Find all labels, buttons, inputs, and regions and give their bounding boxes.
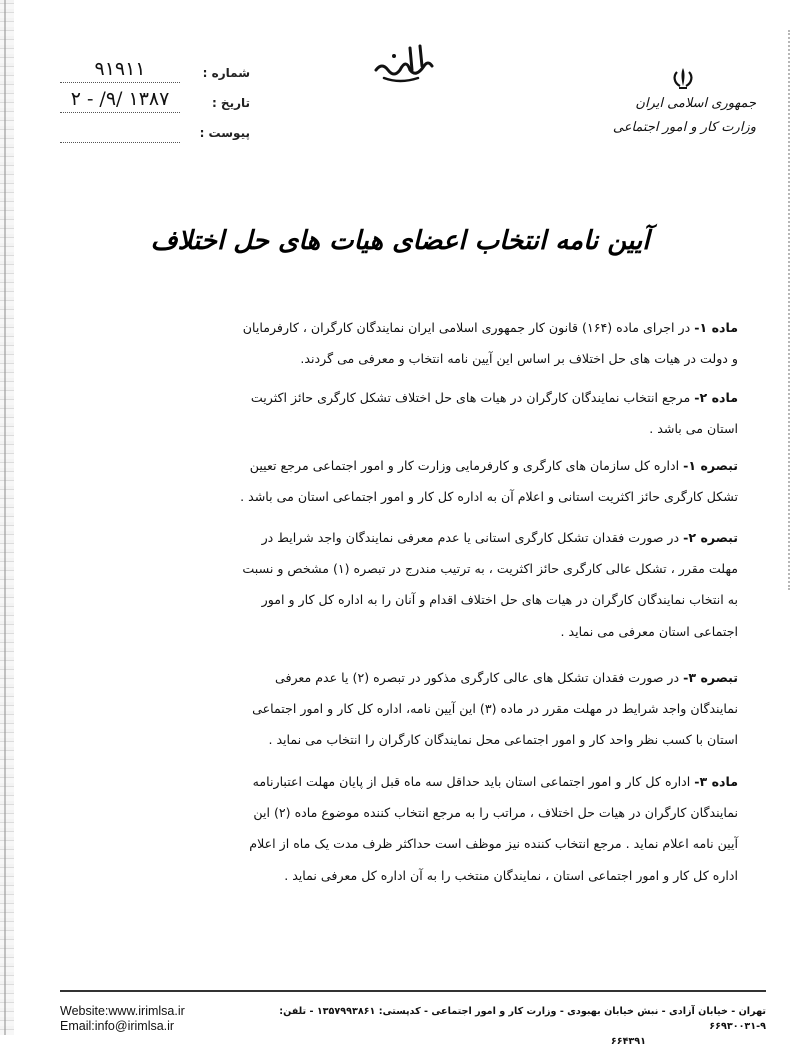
paragraph-line: مرجع انتخاب نمایندگان کارگران در هیات های حل اختلاف تشکل کارگری حائز اکثریت bbox=[250, 390, 691, 405]
paragraph-line: مهلت مقرر ، تشکل عالی کارگری حائز اکثریت ، به ترتیب مندرج در تبصره (۱) مشخص و نسبت bbox=[242, 561, 738, 577]
paragraph-heading: تبصره ۳- bbox=[683, 670, 738, 685]
address-line: ۶۶۴۳۹۱ bbox=[610, 1036, 646, 1047]
attachment-value bbox=[60, 118, 180, 143]
address-line: تهران - خیابان آزادی - نبش خیابان بهبودی - وزارت کار و امور اجتماعی - کدپستی: ۱۳۵۷۹۹۳۸۶۱ - تلفن: ۹-۶۶۹۳۰۰۳۱ bbox=[279, 1006, 766, 1032]
paragraph-line: اداره کل کار و امور اجتماعی استان باید حداقل سه ماه قبل از پایان مهلت اعتبارنامه bbox=[252, 774, 691, 789]
footer-divider bbox=[60, 990, 766, 992]
iran-emblem-icon bbox=[670, 66, 696, 90]
date-value: ۱۳۸۷ /۹/ - ۲ bbox=[60, 88, 180, 113]
paragraph bbox=[66, 450, 738, 512]
date-label: تاریخ : bbox=[211, 96, 250, 110]
website-link[interactable]: Website:www.irimlsa.ir bbox=[60, 1004, 185, 1018]
paragraph-line: نمایندگان کارگران در هیات حل اختلاف ، مراتب را به مرجع انتخاب کننده موضوع ماده (۲) این bbox=[253, 805, 738, 821]
ministry-header bbox=[596, 66, 756, 146]
paragraph-line: در صورت فقدان تشکل های عالی کارگری مذکور در تبصره (۲) یا عدم معرفی bbox=[274, 670, 680, 685]
number-value: ۹۱۹۱۱ bbox=[60, 58, 180, 83]
paragraph-line: نمایندگان واجد شرایط در مهلت مقرر در ماده (۳) این آیین نامه، اداره کل کار و امور اجتماعی bbox=[252, 701, 738, 717]
paragraph-line: در صورت فقدان تشکل کارگری استانی یا عدم معرفی نمایندگان واجد شرایط در bbox=[261, 530, 680, 545]
paragraph bbox=[66, 312, 738, 374]
paragraph-line: اداره کل کار و امور اجتماعی استان ، نمایندگان منتخب را به آن اداره کل معرفی نماید . bbox=[284, 867, 738, 883]
ministry-name: وزارت کار و امور اجتماعی bbox=[612, 120, 756, 135]
paragraph-heading: ماده ۳- bbox=[694, 774, 738, 789]
footer-contact bbox=[60, 1004, 230, 1034]
scan-dotted-line bbox=[788, 30, 790, 590]
paragraph-line: استان می باشد . bbox=[649, 421, 738, 437]
paragraph-line: به انتخاب نمایندگان کارگران در هیات های حل اختلاف اقدام و آنان را به اداره کل کار و امور bbox=[261, 592, 738, 608]
email-link[interactable]: Email:info@irimlsa.ir bbox=[60, 1019, 175, 1033]
attachment-label: پیوست : bbox=[199, 126, 250, 140]
number-label: شماره : bbox=[202, 66, 250, 80]
paragraph-line: تشکل کارگری حائز اکثریت استانی و اعلام آن به اداره کل کار و امور اجتماعی استان می باشد . bbox=[240, 489, 738, 505]
document-body bbox=[66, 312, 738, 912]
paragraph-line: اداره کل سازمان های کارگری و کارفرمایی وزارت کار و امور اجتماعی مرجع تعیین bbox=[249, 458, 680, 473]
number-field bbox=[60, 58, 250, 88]
paragraph bbox=[66, 382, 738, 444]
document-title: آیین نامه انتخاب اعضای هیات های حل اختلاف bbox=[150, 226, 650, 256]
paragraph-heading: تبصره ۱- bbox=[683, 458, 738, 473]
paragraph bbox=[66, 662, 738, 756]
attachment-field bbox=[60, 122, 250, 148]
paragraph bbox=[66, 766, 738, 891]
date-field bbox=[60, 88, 250, 118]
paragraph-heading: ماده ۲- bbox=[694, 390, 738, 405]
besmellah-calligraphy bbox=[370, 40, 440, 86]
country-name: جمهوری اسلامی ایران bbox=[635, 96, 756, 111]
paragraph-line: و دولت در هیات های حل اختلاف بر اساس این آیین نامه انتخاب و معرفی می گردند. bbox=[300, 351, 738, 367]
paragraph bbox=[66, 522, 738, 647]
scan-edge-artifact bbox=[0, 0, 14, 1035]
paragraph-line: استان با کسب نظر واحد کار و امور اجتماعی محل نمایندگان کارگران را انتخاب می نماید . bbox=[268, 732, 738, 748]
paragraph-line: اجتماعی استان معرفی می نماید . bbox=[560, 623, 738, 639]
footer-address bbox=[236, 1004, 766, 1047]
paragraph-heading: تبصره ۲- bbox=[683, 530, 738, 545]
paragraph-line: در اجرای ماده (۱۶۴) قانون کار جمهوری اسلامی ایران نمایندگان کارگران ، کارفرمایان bbox=[242, 320, 691, 335]
paragraph-heading: ماده ۱- bbox=[694, 320, 738, 335]
paragraph-line: آیین نامه اعلام نماید . مرجع انتخاب کننده نیز موظف است حداکثر ظرف مدت یک ماه از اعلام bbox=[249, 836, 738, 852]
